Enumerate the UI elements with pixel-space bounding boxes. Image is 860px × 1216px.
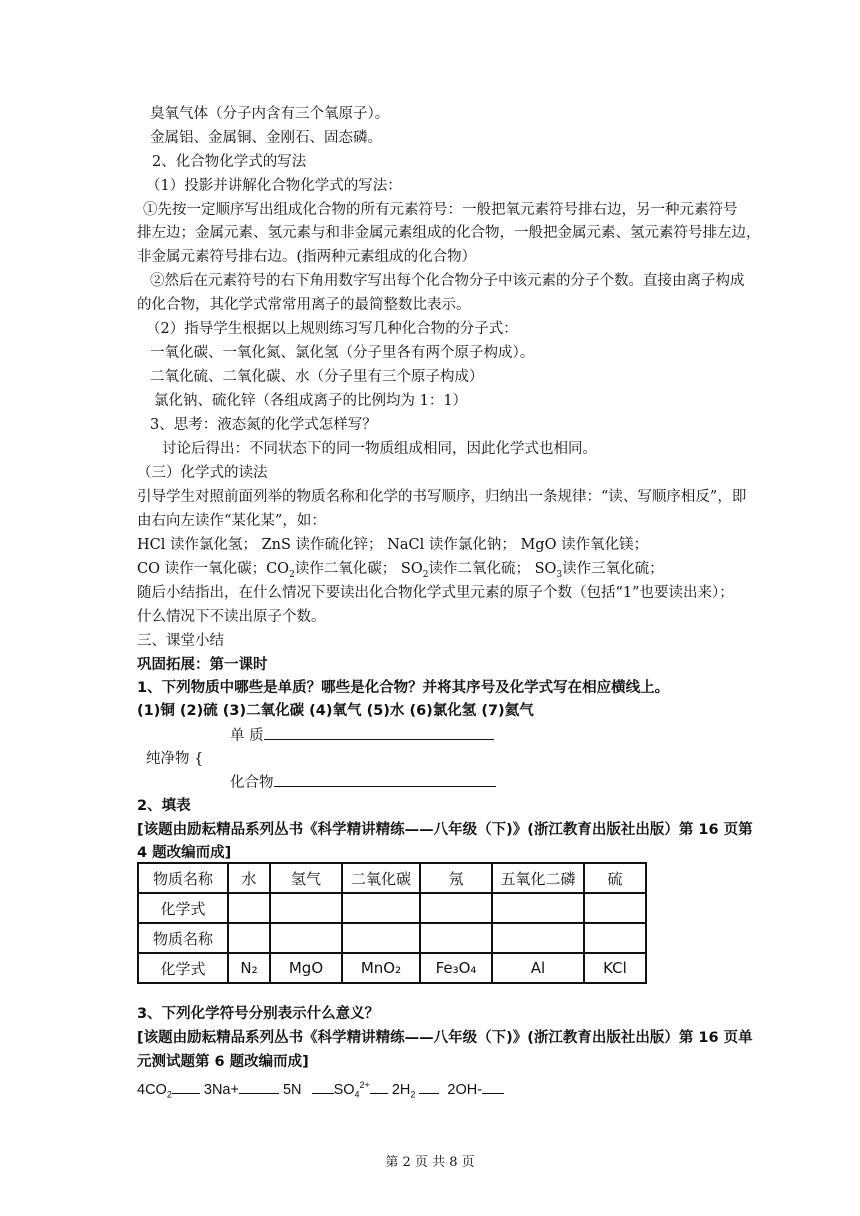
source-note: 元测试题第 6 题改编而成] <box>137 1054 309 1070</box>
table-cell: MnO₂ <box>342 953 420 983</box>
table-cell: 物质名称 <box>138 863 228 893</box>
elements-row: 单 质 <box>230 725 494 746</box>
text-line: HCl 读作氯化氢； ZnS 读作硫化锌； NaCl 读作氯化钠； MgO 读作氧化镁； <box>137 537 649 553</box>
text-line: （2）指导学生根据以上规则练习写几种化合物的分子式： <box>146 321 518 337</box>
table-cell: 五氧化二磷 <box>492 863 584 893</box>
table-cell[interactable] <box>342 893 420 923</box>
answer-blank[interactable] <box>370 1079 388 1094</box>
table-cell: KCl <box>584 953 646 983</box>
table-row <box>138 893 646 923</box>
text-line: 一氧化碳、一氧化氮、氯化氢（分子里各有两个原子构成）。 <box>150 345 535 361</box>
table-cell: Fe₃O₄ <box>420 953 492 983</box>
answer-blank[interactable] <box>274 772 496 787</box>
table-row <box>138 923 646 953</box>
table-cell[interactable] <box>228 923 270 953</box>
answer-blank[interactable] <box>264 725 494 740</box>
table-cell[interactable] <box>492 923 584 953</box>
table-cell: 水 <box>228 863 270 893</box>
table-row <box>138 863 646 893</box>
table-cell[interactable] <box>420 893 492 923</box>
text-line: （1）投影并讲解化合物化学式的写法： <box>146 178 402 194</box>
section-heading: （三）化学式的读法 <box>137 465 268 481</box>
page-footer: 第 2 页 共 8 页 <box>385 1155 475 1170</box>
fill-in-table <box>137 862 647 984</box>
text-line: ①先按一定顺序写出组成化合物的所有元素符号：一般把氧元素符号排右边，另一种元素符号 <box>143 202 738 218</box>
table-cell: 化学式 <box>138 893 228 923</box>
table-cell[interactable] <box>492 893 584 923</box>
section-heading: 2、化合物化学式的写法 <box>152 154 307 170</box>
table-cell: 二氧化碳 <box>342 863 420 893</box>
table-cell[interactable] <box>270 893 342 923</box>
text-line: 臭氧气体（分子内含有三个氧原子）。 <box>150 106 390 122</box>
table-cell[interactable] <box>342 923 420 953</box>
table-cell: 氢气 <box>270 863 342 893</box>
table-cell[interactable] <box>420 923 492 953</box>
question-1-options: (1)铜 (2)硫 (3)二氧化碳 (4)氧气 (5)水 (6)氯化氢 (7)氦气 <box>137 703 534 719</box>
table-cell[interactable] <box>270 923 342 953</box>
text-line: 排左边；金属元素、氢元素与和非金属元素组成的化合物，一般把金属元素、氢元素符号排左边， <box>137 225 761 241</box>
text-line: 由右向左读作“某化某”，如： <box>137 513 326 529</box>
table-cell: N₂ <box>228 953 270 983</box>
table-cell: 化学式 <box>138 953 228 983</box>
table-cell[interactable] <box>228 893 270 923</box>
text-line: 引导学生对照前面列举的物质名称和化学的书写顺序，归纳出一条规律：“读、写顺序相反”，即 <box>137 489 747 505</box>
question-2: 2、填表 <box>137 798 191 814</box>
pure-substance-label: 纯净物 { <box>146 751 204 767</box>
table-cell: MgO <box>270 953 342 983</box>
table-row <box>138 953 646 983</box>
table-cell[interactable] <box>584 893 646 923</box>
section-heading: 巩固拓展：第一课时 <box>137 657 268 673</box>
table-cell: 硫 <box>584 863 646 893</box>
answer-blank[interactable] <box>482 1079 504 1094</box>
text-line: 讨论后得出：不同状态下的同一物质组成相同，因此化学式也相同。 <box>162 441 597 457</box>
question-3: 3、下列化学符号分别表示什么意义？ <box>137 1006 380 1022</box>
text-line: 随后小结指出，在什么情况下要读出化合物化学式里元素的原子个数（包括“1”也要读出来）； <box>137 585 734 601</box>
answer-blank[interactable] <box>172 1079 200 1094</box>
question-1: 1、下列物质中哪些是单质？哪些是化合物？并将其序号及化学式写在相应横线上。 <box>137 680 670 696</box>
answer-blank[interactable] <box>239 1079 279 1094</box>
table-cell: Al <box>492 953 584 983</box>
text-line: 非金属元素符号排右边。(指两种元素组成的化合物） <box>137 249 477 265</box>
table-cell: 氖 <box>420 863 492 893</box>
compounds-row: 化合物 <box>230 772 496 793</box>
text-line: 金属铝、金属铜、金刚石、固态磷。 <box>150 130 382 146</box>
text-line: 什么情况下不读出原子个数。 <box>137 609 326 625</box>
text-line: 的化合物，其化学式常常用离子的最简整数比表示。 <box>137 297 471 313</box>
answer-blank[interactable] <box>312 1079 334 1094</box>
text-line: ②然后在元素符号的右下角用数字写出每个化合物分子中该元素的分子个数。直接由离子构成 <box>150 273 745 289</box>
table-cell: 物质名称 <box>138 923 228 953</box>
answer-blank[interactable] <box>419 1079 439 1094</box>
section-heading: 三、课堂小结 <box>137 633 224 649</box>
source-note: 4 题改编而成] <box>137 845 232 861</box>
source-note: [该题由励耘精品系列丛书《科学精讲精练——八年级（下)》(浙江教育出版社出版）第 16 页单 <box>137 1030 753 1046</box>
text-line: 氯化钠、硫化锌（各组成离子的比例均为 1：1） <box>154 393 468 409</box>
source-note: [该题由励耘精品系列丛书《科学精讲精练——八年级（下)》(浙江教育出版社出版）第 16 页第 <box>137 822 753 838</box>
formula-reading-line: CO 读作一氧化碳；$CO_2$读作二氧化碳； $SO_2$读作二氧化硫； $SO_3$读作三氧化硫； <box>137 561 664 580</box>
symbols-row: $4CO_2$ 3Na+ 5N $SO_4^{2+}$ $2H_2$ 2OH- <box>137 1075 504 1105</box>
table-cell[interactable] <box>584 923 646 953</box>
text-line: 二氧化硫、二氧化碳、水（分子里有三个原子构成） <box>150 369 484 385</box>
text-line: 3、思考：液态氮的化学式怎样写？ <box>150 417 377 433</box>
